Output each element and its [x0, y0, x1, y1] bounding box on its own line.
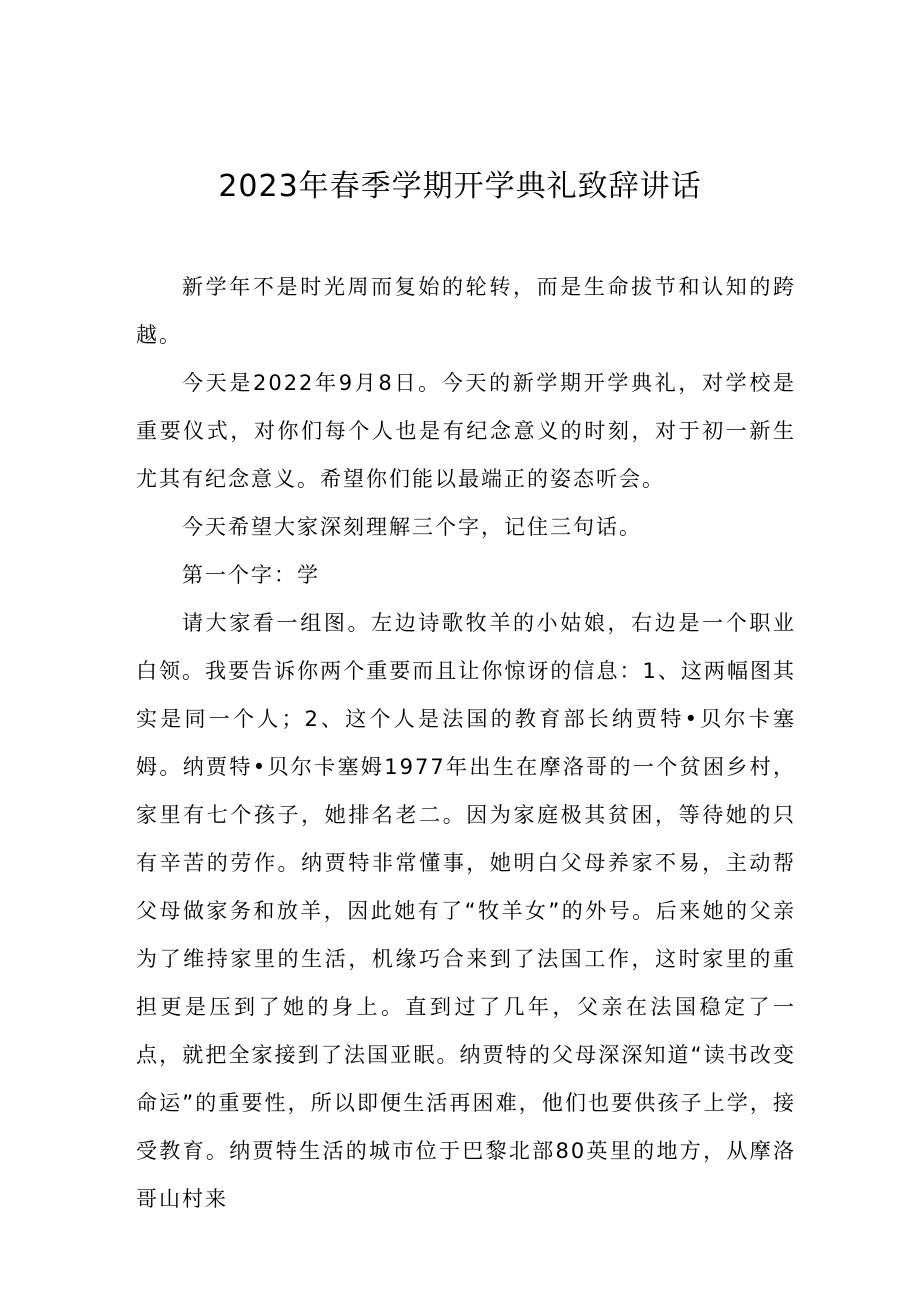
paragraph: 今天希望大家深刻理解三个字，记住三句话。 [182, 515, 642, 539]
document-title: 2023年春季学期开学典礼致辞讲话 [218, 169, 702, 204]
paragraph: 第一个字：学 [182, 563, 320, 587]
paragraph: 请大家看一组图。左边诗歌牧羊的小姑娘，右边是一个职业白领。我要告诉你两个重要而且让你惊讶的信息：1、这两幅图其实是同一个人；2、这个人是法国的教育部长纳贾特•贝尔卡塞姆。纳贾特•贝尔卡塞姆1977年出生在摩洛哥的一个贫困乡村，家里有七个孩子，她排名老二。因为家庭极其贫困，等待她的只有辛苦的劳作。纳贾特非常懂事，她明白父母养家不易，主动帮父母做家务和放羊，因此她有了“牧羊女”的外号。后来她的父亲为了维持家里的生活，机缘巧合来到了法国工作，这时家里的重担更是压到了她的身上。直到过了几年，父亲在法国稳定了一点，就把全家接到了法国亚眠。纳贾特的父母深深知道“读书改变命运”的重要性，所以即便生活再困难，他们也要供孩子上学，接受教育。纳贾特生活的城市位于巴黎北部80英里的地方，从摩洛哥山村来 [136, 611, 796, 1211]
paragraph: 新学年不是时光周而复始的轮转，而是生命拔节和认知的跨越。 [136, 275, 796, 347]
document-body [136, 263, 796, 1223]
paragraph: 今天是2022年9月8日。今天的新学期开学典礼，对学校是重要仪式，对你们每个人也是有纪念意义的时刻，对于初一新生尤其有纪念意义。希望你们能以最端正的姿态听会。 [136, 371, 796, 491]
